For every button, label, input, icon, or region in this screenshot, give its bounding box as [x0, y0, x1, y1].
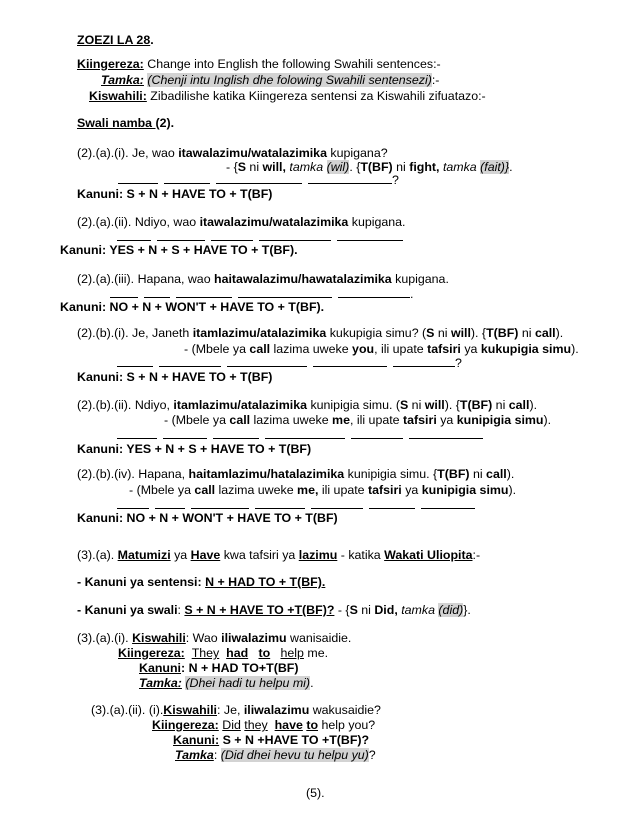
- kanuni-2a-iii: Kanuni: NO + N + WON'T + HAVE TO + T(BF).: [60, 300, 325, 314]
- example-3a-i-kiswahili: (3).(a).(i). Kiswahili: Wao iliwalazimu wanisaidie.: [77, 631, 352, 645]
- question-2b-iv-note: - (Mbele ya call lazima uweke me, ili upate tafsiri ya kunipigia simu).: [129, 483, 517, 497]
- question-2b-ii-note: - (Mbele ya call lazima uweke me, ili upate tafsiri ya kunipigia simu).: [164, 413, 552, 427]
- example-3a-ii-kanuni: Kanuni: S + N +HAVE TO +T(BF)?: [173, 733, 370, 747]
- kanuni-sentensi: - Kanuni ya sentensi: N + HAD TO + T(BF).: [77, 575, 326, 589]
- kanuni-2a-i: Kanuni: S + N + HAVE TO + T(BF): [77, 187, 273, 201]
- question-2a-i-note: - {S ni will, tamka (wil). {T(BF) ni fight, tamka (fait)}.: [226, 160, 513, 174]
- example-3a-i-tamka: Tamka: (Dhei hadi tu helpu mi).: [139, 676, 314, 690]
- intro-kiingereza: Kiingereza: Change into English the following Swahili sentences:-: [77, 57, 441, 71]
- question-2a-ii: (2).(a).(ii). Ndiyo, wao itawalazimu/watalazimika kupigana.: [77, 215, 406, 229]
- kanuni-swali: - Kanuni ya swali: S + N + HAVE TO +T(BF)? - {S ni Did, tamka (did)}.: [77, 603, 471, 617]
- kanuni-2b-i: Kanuni: S + N + HAVE TO + T(BF): [77, 370, 273, 384]
- answer-blanks-2a-i: ?: [118, 173, 399, 187]
- question-2a-iii: (2).(a).(iii). Hapana, wao haitawalazimu/hawatalazimika kupigana.: [77, 272, 449, 286]
- kanuni-2b-ii: Kanuni: YES + N + S + HAVE TO + T(BF): [77, 442, 312, 456]
- question-2a-i: (2).(a).(i). Je, wao itawalazimu/watalazimika kupigana?: [77, 146, 388, 160]
- question-2b-ii: (2).(b).(ii). Ndiyo, itamlazimu/atalazimika kunipigia simu. (S ni will). {T(BF) ni call).: [77, 398, 538, 412]
- example-3a-ii-kiswahili: (3).(a).(ii). (i).Kiswahili: Je, iliwalazimu wakusaidie?: [91, 703, 381, 717]
- question-2b-i: (2).(b).(i). Je, Janeth itamlazimu/atalazimika kukupigia simu? (S ni will). {T(BF) ni call).: [77, 326, 564, 340]
- answer-blanks-2a-iii: .: [110, 287, 413, 301]
- answer-blanks-2b-iv: [117, 498, 475, 512]
- section-3a-heading: (3).(a). Matumizi ya Have kwa tafsiri ya lazimu - katika Wakati Uliopita:-: [77, 548, 481, 562]
- swali-namba-heading: Swali namba (2).: [77, 116, 175, 130]
- exercise-title: ZOEZI LA 28.: [77, 33, 154, 47]
- answer-blanks-2b-i: ?: [117, 356, 462, 370]
- example-3a-ii-kiingereza: Kiingereza: Did they have to help you?: [152, 718, 376, 732]
- kanuni-2a-ii: Kanuni: YES + N + S + HAVE TO + T(BF).: [60, 243, 298, 257]
- intro-tamka: Tamka: (Chenji intu Inglish dhe folowing Swahili sentensezi):-: [101, 73, 440, 87]
- example-3a-ii-tamka: Tamka: (Did dhei hevu tu helpu yu)?: [175, 748, 376, 762]
- intro-kiswahili: Kiswahili: Zibadilishe katika Kiingereza sentensi za Kiswahili zifuatazo:-: [89, 89, 486, 103]
- answer-blanks-2a-ii: [117, 230, 403, 244]
- answer-blanks-2b-ii: [117, 428, 483, 442]
- example-3a-i-kiingereza: Kiingereza: They had to help me.: [118, 646, 329, 660]
- question-2b-iv: (2).(b).(iv). Hapana, haitamlazimu/hatalazimika kunipigia simu. {T(BF) ni call).: [77, 467, 515, 481]
- page-number: (5).: [306, 786, 325, 800]
- example-3a-i-kanuni: Kanuni: N + HAD TO+T(BF): [139, 661, 299, 675]
- question-2b-i-note: - (Mbele ya call lazima uweke you, ili upate tafsiri ya kukupigia simu).: [184, 342, 579, 356]
- kanuni-2b-iv: Kanuni: NO + N + WON'T + HAVE TO + T(BF): [77, 511, 338, 525]
